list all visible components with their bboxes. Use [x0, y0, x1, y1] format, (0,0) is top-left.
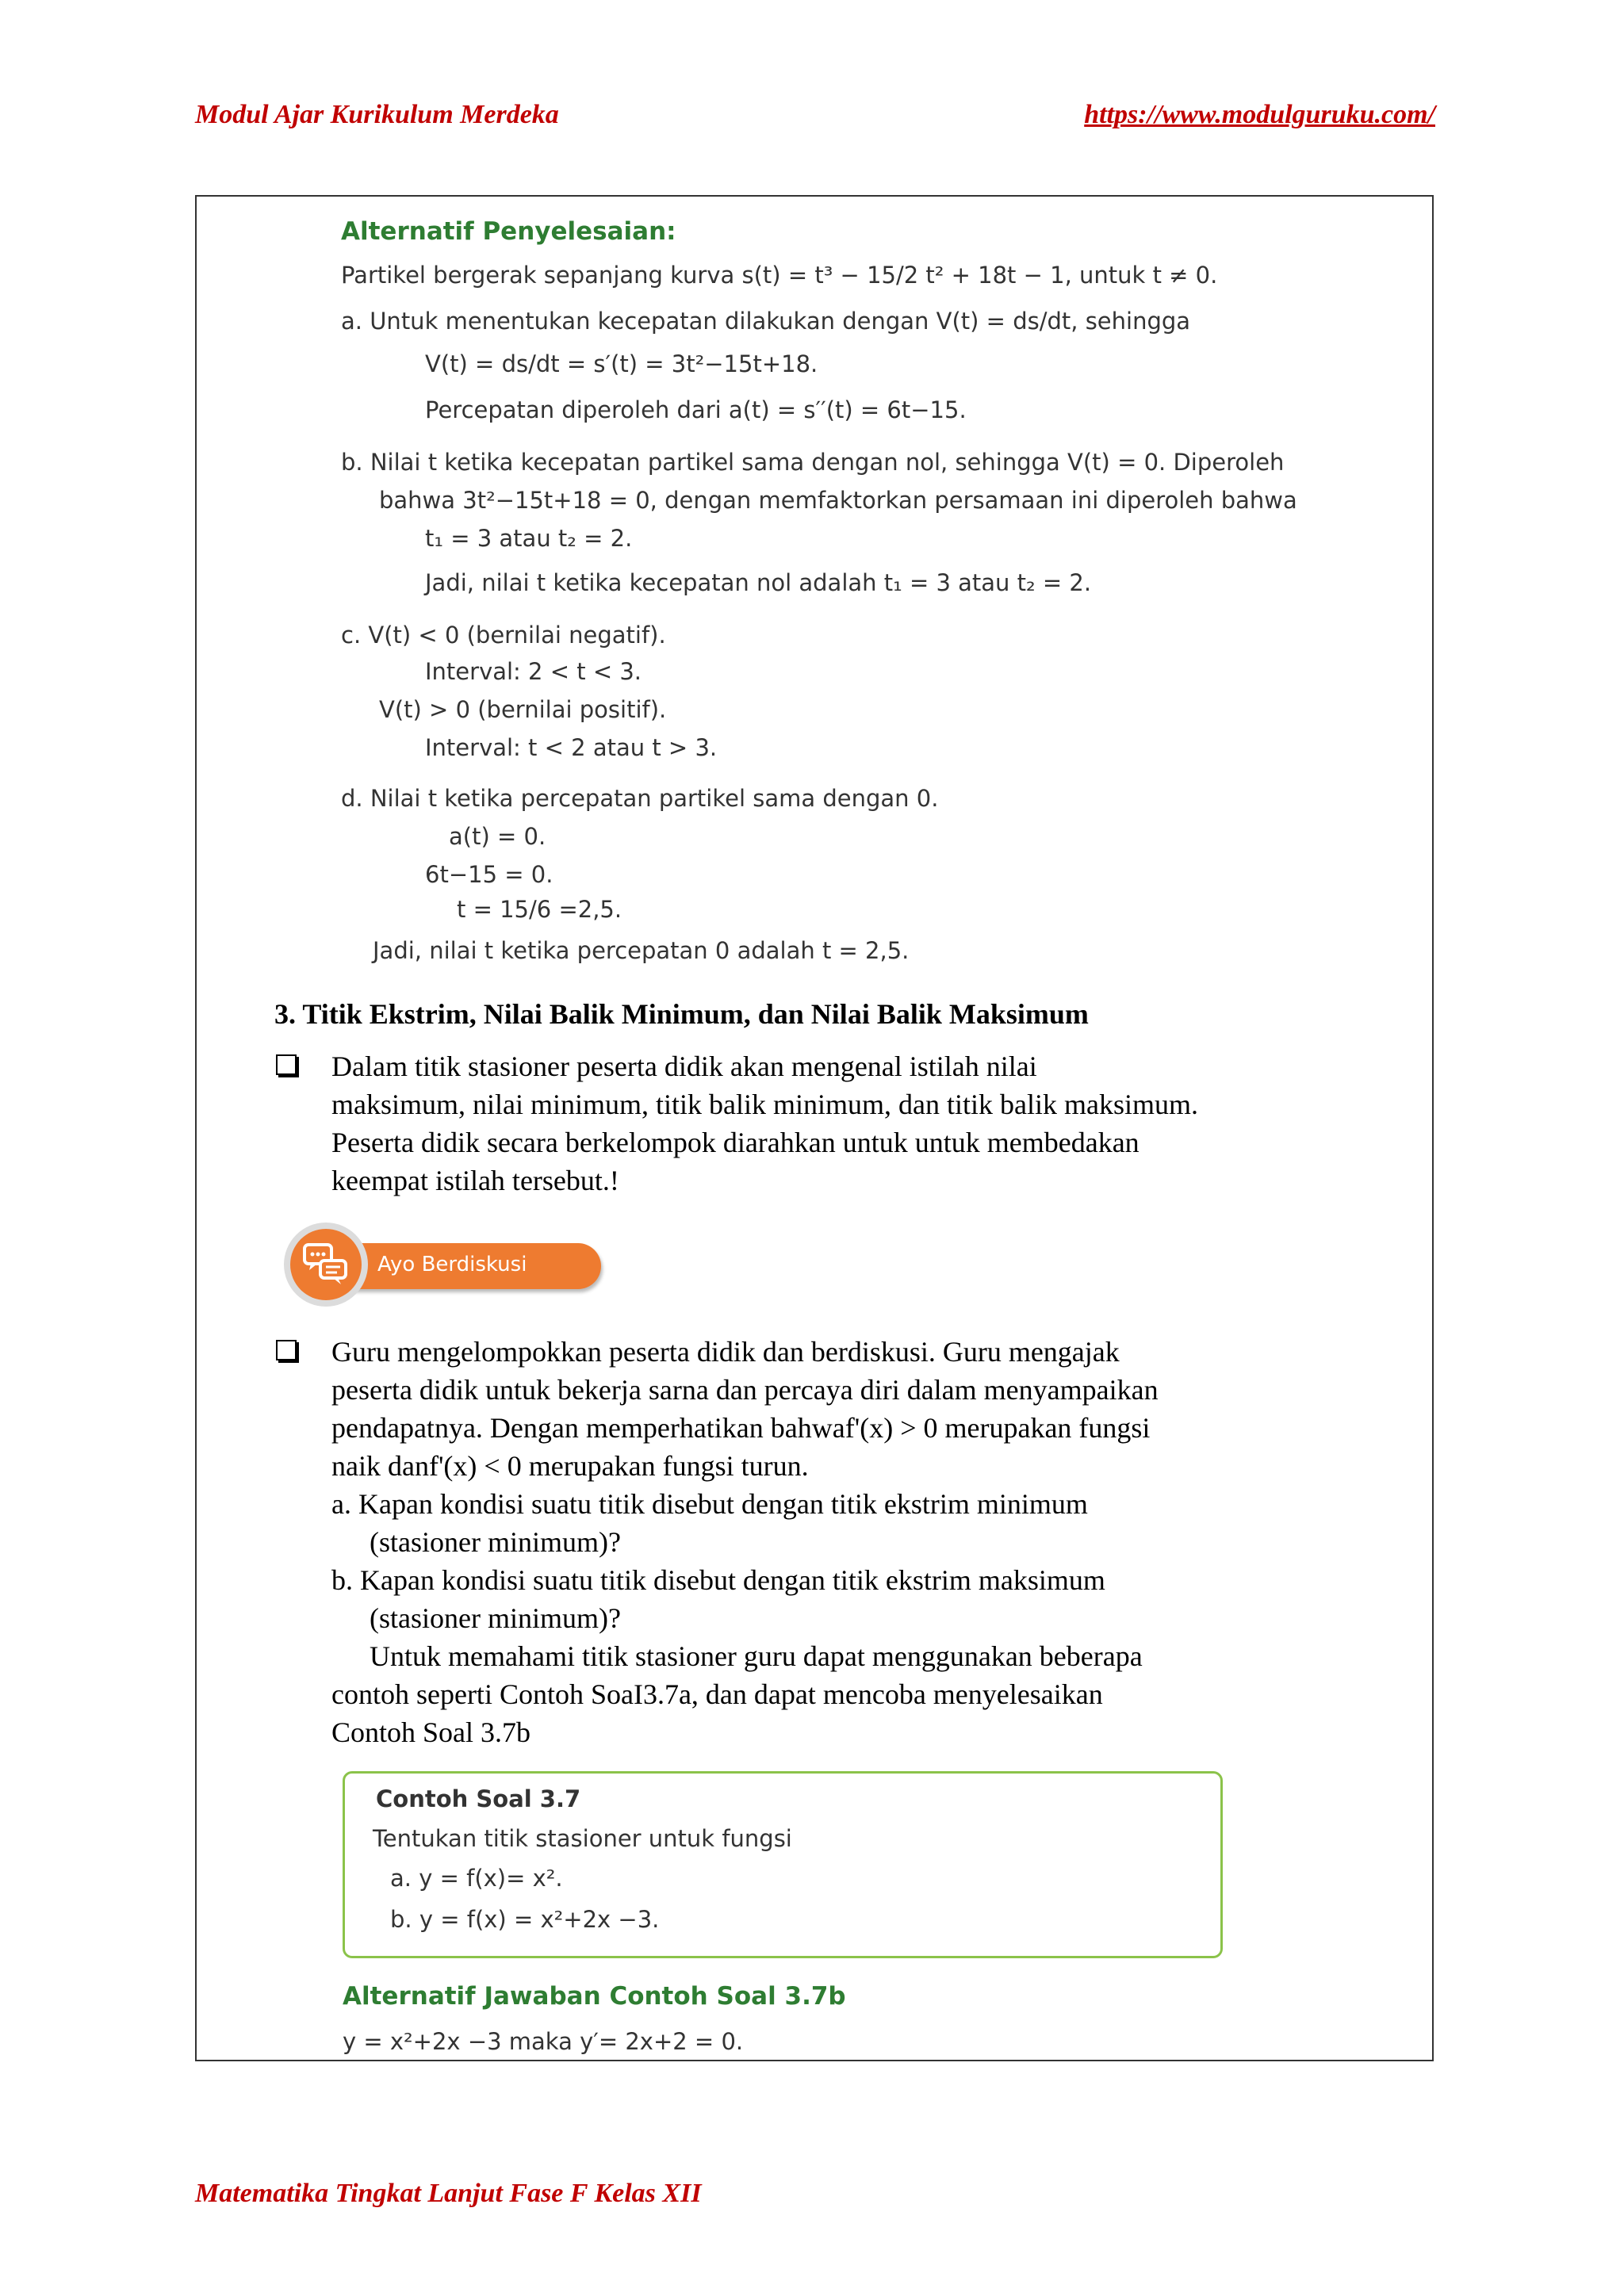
part-d-line-4: t = 15/6 =2,5. [457, 896, 622, 923]
part-d-line-3: 6t−15 = 0. [425, 861, 553, 888]
part-d-line-5: Jadi, nilai t ketika percepatan 0 adalah t = 2,5. [373, 937, 910, 964]
question-a-line-1: a. Kapan kondisi suatu titik disebut dengan titik ekstrim minimum [331, 1488, 1088, 1520]
question-a-line-2: (stasioner minimum)? [370, 1526, 621, 1558]
part-c-line-3: V(t) > 0 (bernilai positif). [379, 696, 667, 723]
footer-title: Matematika Tingkat Lanjut Fase F Kelas XII [195, 2179, 702, 2208]
part-c-line-4: Interval: t < 2 atau t > 3. [425, 734, 718, 761]
badge-circle [290, 1229, 362, 1300]
paragraph-2-line-4: naik danf'(x) < 0 merupakan fungsi turun. [331, 1450, 809, 1482]
paragraph-2-line-2: peserta didik untuk bekerja sarna dan percaya diri dalam menyampaikan [331, 1374, 1159, 1406]
paragraph-3-line-1: Untuk memahami titik stasioner guru dapat menggunakan beberapa [370, 1640, 1143, 1672]
paragraph-1-line-4: keempat istilah tersebut.! [331, 1165, 619, 1196]
part-c-line-2: Interval: 2 < t < 3. [425, 658, 642, 685]
contoh-soal-item-a: a. y = f(x)= x². [390, 1865, 563, 1892]
header-url-link[interactable]: https://www.modulguruku.com/ [1084, 100, 1435, 129]
part-a-line-2: V(t) = ds/dt = s′(t) = 3t²−15t+18. [425, 350, 818, 377]
jawaban-line: y = x²+2x −3 maka y′= 2x+2 = 0. [343, 2028, 744, 2055]
contoh-soal-prompt: Tentukan titik stasioner untuk fungsi [373, 1825, 792, 1852]
alt-solution-title: Alternatif Penyelesaian: [341, 217, 676, 246]
paragraph-2-line-3: pendapatnya. Dengan memperhatikan bahwaf'(x) > 0 merupakan fungsi [331, 1412, 1151, 1444]
part-c-line-1: c. V(t) < 0 (bernilai negatif). [341, 622, 666, 649]
checkbox-icon [276, 1340, 297, 1360]
part-b-line-1: b. Nilai t ketika kecepatan partikel sama dengan nol, sehingga V(t) = 0. Diperoleh [341, 449, 1285, 476]
part-d-line-2: a(t) = 0. [449, 823, 546, 850]
part-a-line-1: a. Untuk menentukan kecepatan dilakukan dengan V(t) = ds/dt, sehingga [341, 308, 1191, 335]
part-b-line-2: bahwa 3t²−15t+18 = 0, dengan memfaktorkan persamaan ini diperoleh bahwa [379, 487, 1297, 514]
paragraph-1-line-2: maksimum, nilai minimum, titik balik minimum, dan titik balik maksimum. [331, 1089, 1198, 1120]
header-left-title: Modul Ajar Kurikulum Merdeka [195, 100, 559, 129]
paragraph-3-line-2: contoh seperti Contoh SoaI3.7a, dan dapat mencoba menyelesaikan [331, 1678, 1103, 1710]
paragraph-1-line-1: Dalam titik stasioner peserta didik akan mengenal istilah nilai [331, 1050, 1037, 1082]
contoh-soal-title: Contoh Soal 3.7 [376, 1785, 581, 1812]
checkbox-icon [276, 1054, 297, 1075]
part-a-line-3: Percepatan diperoleh dari a(t) = s′′(t) = 6t−15. [425, 396, 967, 423]
ayo-berdiskusi-badge [284, 1223, 603, 1307]
jawaban-title: Alternatif Jawaban Contoh Soal 3.7b [343, 1982, 846, 2011]
paragraph-2-line-1: Guru mengelompokkan peserta didik dan berdiskusi. Guru mengajak [331, 1336, 1120, 1368]
part-b-line-4: Jadi, nilai t ketika kecepatan nol adalah t₁ = 3 atau t₂ = 2. [425, 569, 1092, 596]
intro-line: Partikel bergerak sepanjang kurva s(t) = t³ − 15/2 t² + 18t − 1, untuk t ≠ 0. [341, 262, 1218, 289]
part-b-line-3: t₁ = 3 atau t₂ = 2. [425, 525, 633, 552]
part-d-line-1: d. Nilai t ketika percepatan partikel sama dengan 0. [341, 785, 939, 812]
contoh-soal-item-b: b. y = f(x) = x²+2x −3. [390, 1906, 660, 1933]
question-b-line-1: b. Kapan kondisi suatu titik disebut dengan titik ekstrim maksimum [331, 1564, 1105, 1596]
chat-bubbles-icon [301, 1242, 350, 1288]
section-heading: 3. Titik Ekstrim, Nilai Balik Minimum, dan Nilai Balik Maksimum [274, 998, 1089, 1030]
question-b-line-2: (stasioner minimum)? [370, 1602, 621, 1634]
badge-label: Ayo Berdiskusi [377, 1253, 527, 1276]
paragraph-1-line-3: Peserta didik secara berkelompok diarahkan untuk untuk membedakan [331, 1127, 1139, 1158]
paragraph-3-line-3: Contoh Soal 3.7b [331, 1716, 531, 1748]
